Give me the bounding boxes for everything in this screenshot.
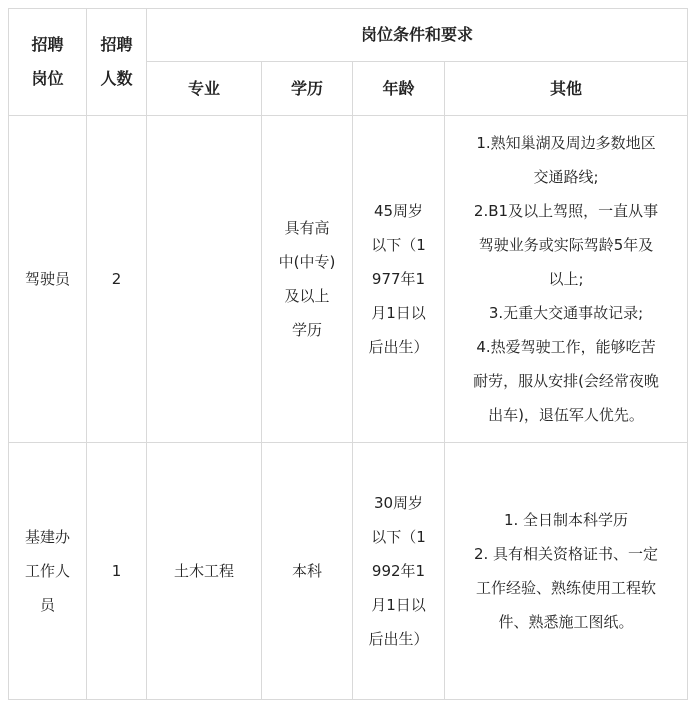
- cell-post-line: 员: [39, 596, 55, 614]
- cell-education-line: 具有高: [284, 219, 330, 237]
- cell-age: [353, 116, 445, 443]
- cell-education-line: 学历: [291, 321, 322, 339]
- cell-age-line: 45周岁: [373, 202, 424, 220]
- cell-education: [262, 443, 353, 700]
- cell-other-line: 耐劳，服从安排(会经常夜晚: [473, 372, 659, 390]
- cell-other-line: 1.熟知巢湖及周边多数地区: [476, 134, 656, 152]
- cell-other-line: 以上;: [548, 270, 584, 288]
- cell-age: [353, 443, 445, 700]
- cell-post: [9, 443, 87, 700]
- cell-age-line: 后出生）: [368, 630, 429, 648]
- cell-other-line: 出车)，退伍军人优先。: [488, 406, 644, 424]
- cell-age-line: 后出生）: [368, 338, 429, 356]
- cell-count: 1: [87, 443, 147, 700]
- cell-education-line: 中(中专): [278, 253, 336, 271]
- cell-other-line: 2. 具有相关资格证书、一定: [473, 545, 659, 563]
- cell-other-line: 交通路线;: [533, 168, 599, 186]
- header-post-line: 招聘: [31, 35, 64, 54]
- cell-education-line: 本科: [291, 562, 322, 580]
- cell-other-line: 驾驶业务或实际驾龄5年及: [478, 236, 654, 254]
- header-other: 其他: [445, 62, 688, 116]
- cell-other-line: 工作经验、熟练使用工程软: [475, 579, 656, 597]
- cell-age-line: 月1日以: [371, 304, 426, 322]
- header-age: 年龄: [353, 62, 445, 116]
- cell-age-line: 30周岁: [373, 494, 424, 512]
- header-requirements-group: 岗位条件和要求: [147, 9, 688, 62]
- cell-post-line: 基建办: [24, 528, 70, 546]
- table-row: [9, 443, 688, 700]
- cell-other-line: 1. 全日制本科学历: [503, 511, 629, 529]
- cell-post: [9, 116, 87, 443]
- header-major: 专业: [147, 62, 262, 116]
- cell-age-line: 以下（1: [371, 236, 426, 254]
- cell-other-line: 3.无重大交通事故记录;: [488, 304, 644, 322]
- cell-age-line: 以下（1: [371, 528, 426, 546]
- header-education: 学历: [262, 62, 353, 116]
- cell-age-line: 977年1: [371, 270, 426, 288]
- header-count-line: 招聘: [100, 35, 133, 54]
- cell-major: [147, 116, 262, 443]
- cell-other-line: 件、熟悉施工图纸。: [498, 613, 634, 631]
- header-post-line: 岗位: [31, 69, 64, 88]
- recruitment-table: [8, 8, 688, 700]
- cell-other-line: 2.B1及以上驾照，一直从事: [473, 202, 659, 220]
- header-count: [87, 9, 147, 116]
- cell-other-line: 4.热爱驾驶工作，能够吃苦: [476, 338, 656, 356]
- cell-other: [445, 443, 688, 700]
- cell-education: [262, 116, 353, 443]
- table-row: [9, 116, 688, 443]
- header-post: [9, 9, 87, 116]
- cell-major: 土木工程: [147, 443, 262, 700]
- header-count-line: 人数: [100, 69, 133, 88]
- cell-age-line: 992年1: [371, 562, 426, 580]
- cell-post-line: 驾驶员: [24, 270, 70, 288]
- cell-age-line: 月1日以: [371, 596, 426, 614]
- cell-post-line: 工作人: [24, 562, 70, 580]
- cell-education-line: 及以上: [284, 287, 330, 305]
- cell-count: 2: [87, 116, 147, 443]
- cell-other: [445, 116, 688, 443]
